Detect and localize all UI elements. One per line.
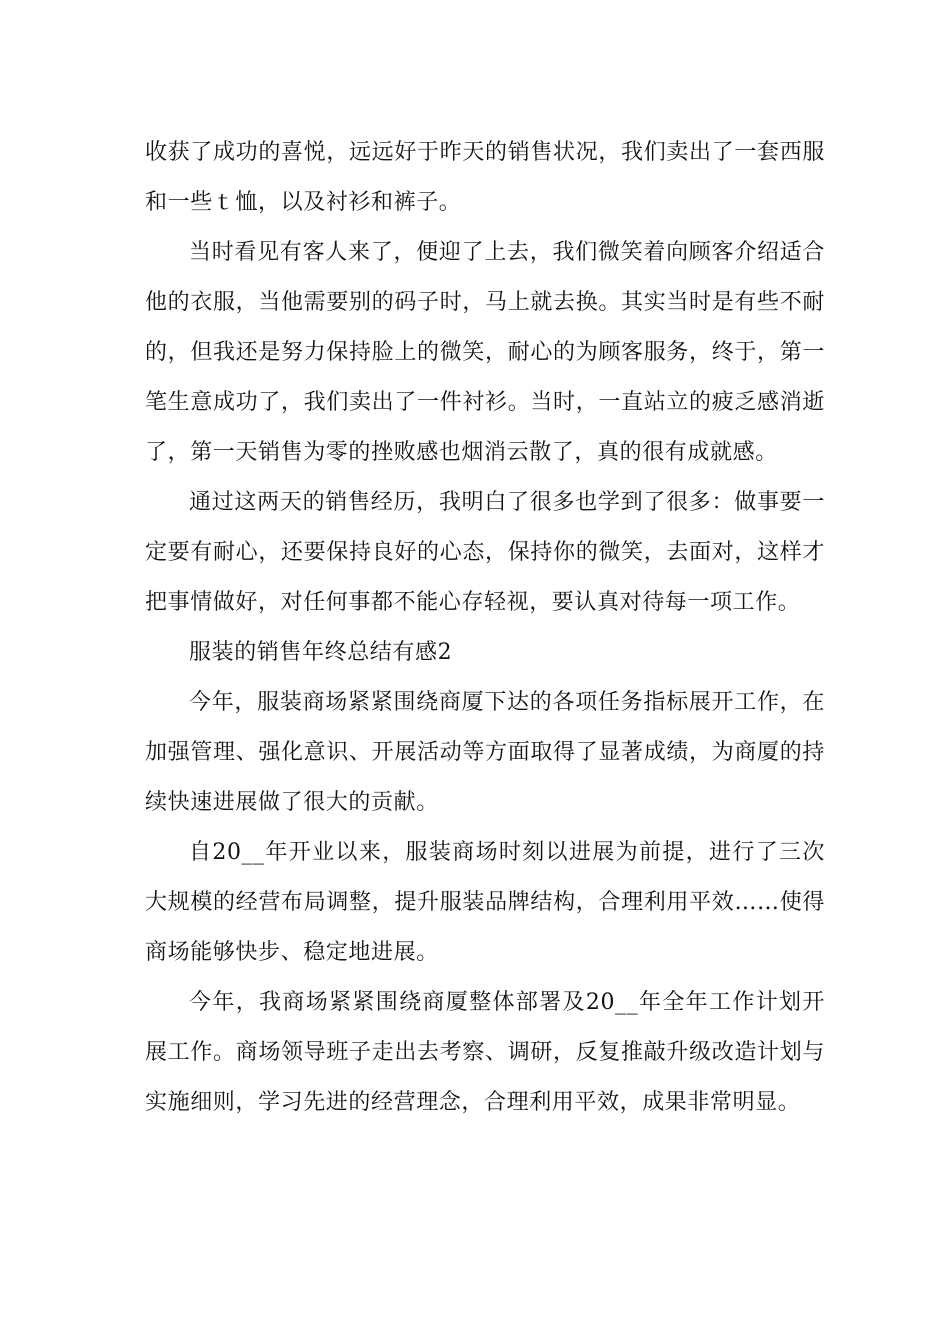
section-heading: 服装的销售年终总结有感2	[189, 640, 453, 665]
paragraph-1: 收获了成功的喜悦，远远好于昨天的销售状况，我们卖出了一套西服和一些ｔ恤，以及衬衫和裤子。	[145, 140, 825, 215]
paragraph-3: 通过这两天的销售经历，我明白了很多也学到了很多：做事要一定要有耐心，还要保持良好的心态，保持你的微笑，去面对，这样才把事情做好，对任何事都不能心存轻视，要认真对待每一项工作。	[145, 490, 825, 615]
document-body	[145, 128, 825, 1128]
paragraph-2: 当时看见有客人来了，便迎了上去，我们微笑着向顾客介绍适合他的衣服，当他需要别的码子时，马上就去换。其实当时是有些不耐的，但我还是努力保持脸上的微笑，耐心的为顾客服务，终于，第一笔生意成功了，我们卖出了一件衬衫。当时，一直站立的疲乏感消逝了，第一天销售为零的挫败感也烟消云散了，真的很有成就感。	[145, 240, 825, 465]
paragraph-4: 今年，服装商场紧紧围绕商厦下达的各项任务指标展开工作，在加强管理、强化意识、开展活动等方面取得了显著成绩，为商厦的持续快速进展做了很大的贡献。	[145, 690, 825, 815]
paragraph-5: 自20__年开业以来，服装商场时刻以进展为前提，进行了三次大规模的经营布局调整，提升服装品牌结构，合理利用平效……使得商场能够快步、稳定地进展。	[145, 840, 825, 965]
paragraph-6: 今年，我商场紧紧围绕商厦整体部署及20__年全年工作计划开展工作。商场领导班子走出去考察、调研，反复推敲升级改造计划与实施细则，学习先进的经营理念，合理利用平效，成果非常明显。	[145, 990, 825, 1115]
